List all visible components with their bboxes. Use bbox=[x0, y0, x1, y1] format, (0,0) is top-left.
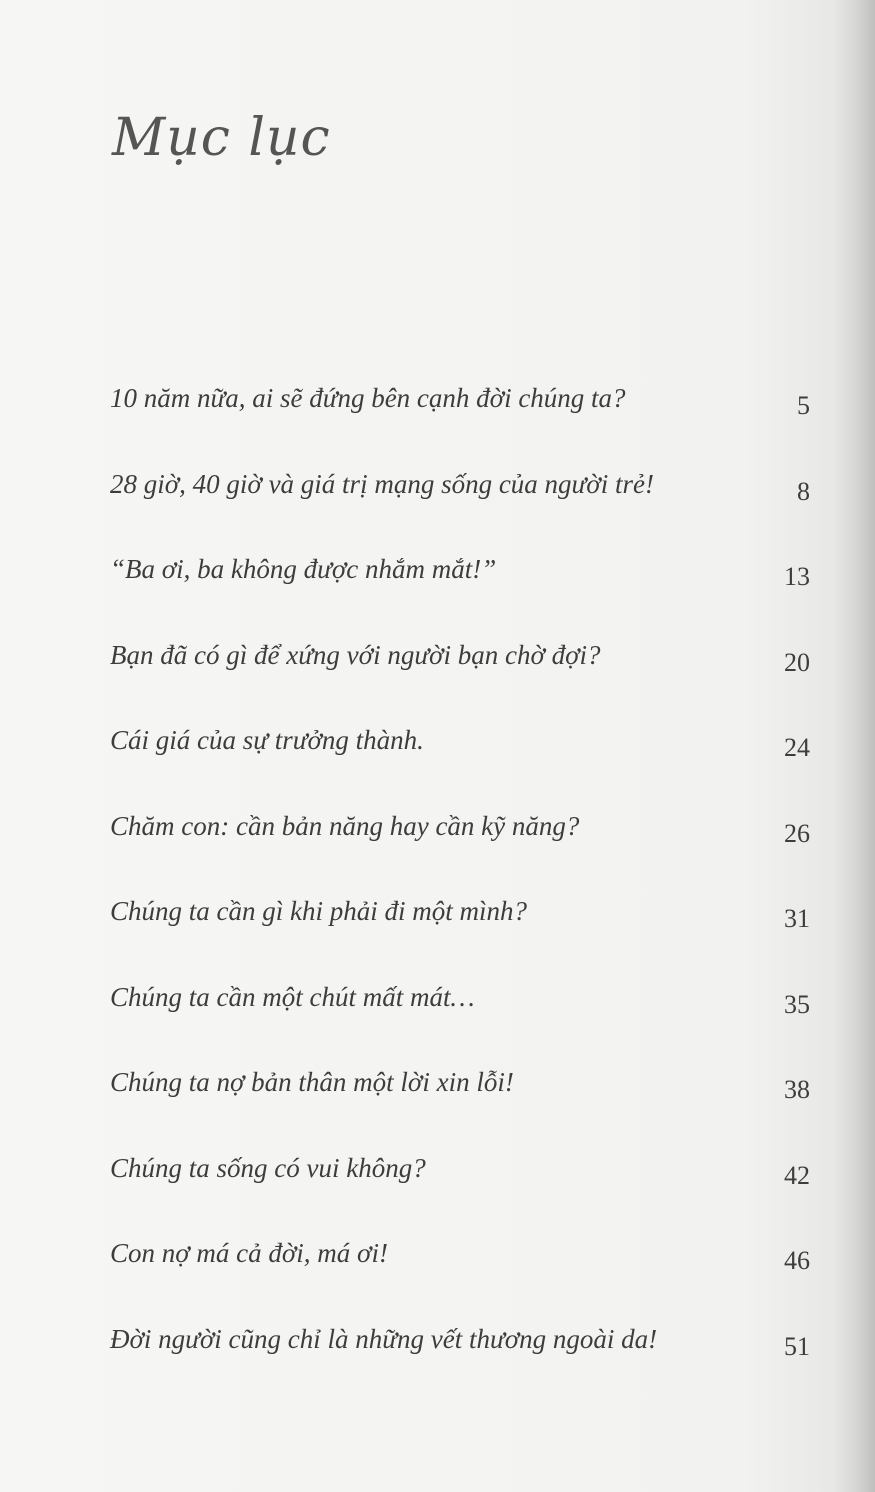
toc-entry-title: Chúng ta nợ bản thân một lời xin lỗi! bbox=[110, 1067, 514, 1097]
table-of-contents bbox=[110, 383, 810, 1409]
toc-entry-title: 10 năm nữa, ai sẽ đứng bên cạnh đời chúng ta? bbox=[110, 383, 626, 413]
toc-entry-title: Bạn đã có gì để xứng với người bạn chờ đợi? bbox=[110, 639, 601, 670]
page-title: Mục lục bbox=[112, 108, 331, 168]
toc-entry-title: Chúng ta cần gì khi phải đi một mình? bbox=[110, 896, 527, 926]
toc-entry-title: Đời người cũng chỉ là những vết thương ngoài da! bbox=[110, 1323, 658, 1354]
toc-entry-page: 51 bbox=[784, 1331, 810, 1361]
toc-entry bbox=[110, 982, 810, 1068]
toc-entry-page: 24 bbox=[784, 733, 810, 762]
spine-shadow bbox=[835, 0, 875, 1492]
toc-entry bbox=[110, 554, 810, 640]
toc-entry-title: Con nợ má cả đời, má ơi! bbox=[110, 1238, 388, 1268]
toc-entry bbox=[110, 725, 810, 811]
toc-entry-title: 28 giờ, 40 giờ và giá trị mạng sống của người trẻ! bbox=[110, 468, 654, 499]
toc-entry-page: 5 bbox=[797, 391, 810, 420]
toc-entry bbox=[110, 640, 810, 726]
toc-entry-page: 8 bbox=[797, 476, 810, 506]
toc-entry-page: 42 bbox=[784, 1160, 810, 1190]
toc-entry-title: “Ba ơi, ba không được nhắm mắt!” bbox=[110, 554, 497, 584]
toc-entry bbox=[110, 469, 810, 555]
toc-entry bbox=[110, 1067, 810, 1153]
toc-entry-page: 26 bbox=[784, 818, 810, 848]
toc-entry-page: 31 bbox=[784, 904, 810, 933]
toc-entry-page: 35 bbox=[784, 989, 810, 1019]
toc-entry bbox=[110, 383, 810, 469]
toc-entry-page: 20 bbox=[784, 647, 810, 677]
toc-entry bbox=[110, 1153, 810, 1239]
toc-entry-title: Chúng ta sống có vui không? bbox=[110, 1152, 426, 1183]
toc-entry-title: Cái giá của sự trưởng thành. bbox=[110, 725, 424, 755]
toc-entry bbox=[110, 811, 810, 897]
toc-entry-title: Chúng ta cần một chút mất mát… bbox=[110, 981, 475, 1012]
toc-entry bbox=[110, 896, 810, 982]
toc-entry bbox=[110, 1324, 810, 1410]
toc-entry bbox=[110, 1238, 810, 1324]
toc-entry-page: 38 bbox=[784, 1075, 810, 1104]
toc-entry-page: 46 bbox=[784, 1246, 810, 1275]
toc-entry-title: Chăm con: cần bản năng hay cần kỹ năng? bbox=[110, 810, 580, 841]
toc-entry-page: 13 bbox=[784, 562, 810, 591]
